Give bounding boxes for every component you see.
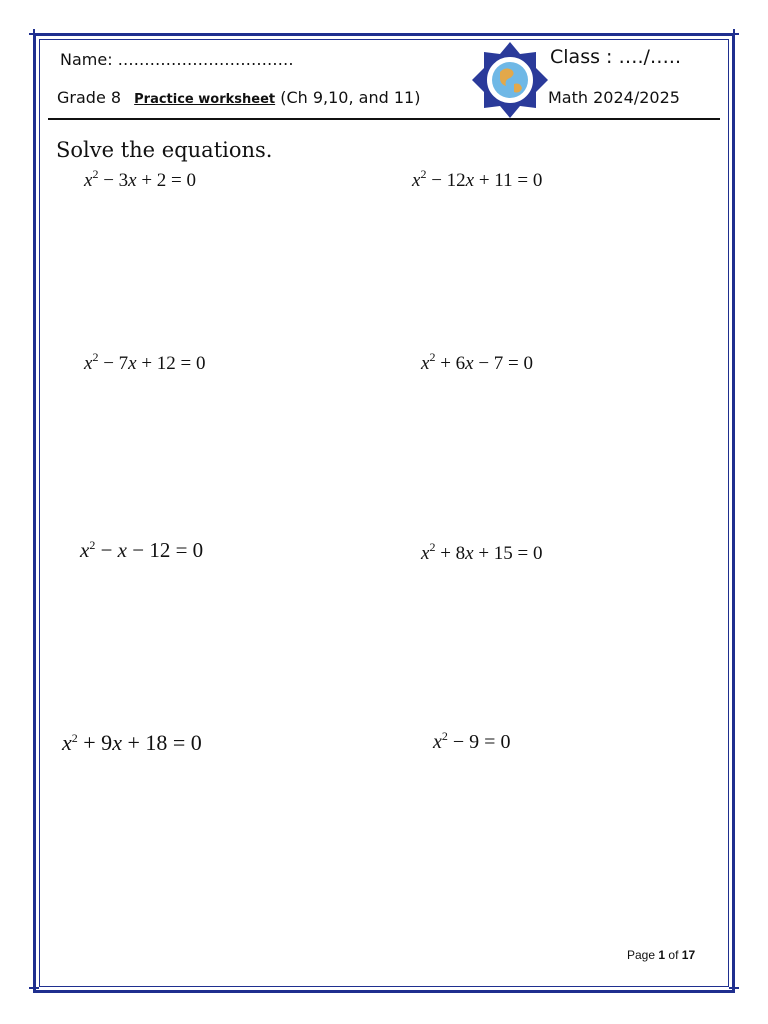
corner-ornament-icon <box>29 983 39 993</box>
equation-7: $x^2 + 9x + 18 = 0$ <box>62 730 202 755</box>
equation-4: $x^2 + 6x - 7 = 0$ <box>421 350 534 374</box>
chapters-label: (Ch 9,10, and 11) <box>280 88 421 107</box>
worksheet-title: Practice worksheet <box>134 92 276 107</box>
grade-label: Grade 8 <box>57 88 122 107</box>
equation-5: $x^2 - x - 12 = 0$ <box>80 538 204 562</box>
name-field-label: Name: …………………………… <box>60 50 294 69</box>
class-field-label: Class : …./….. <box>550 46 681 68</box>
page-number: Page 1 of 17 <box>627 948 696 962</box>
subject-year-label: Math 2024/2025 <box>548 88 680 107</box>
equation-1: $x^2 - 3x + 2 = 0$ <box>84 167 197 191</box>
equation-8: $x^2 - 9 = 0$ <box>433 729 511 753</box>
equation-2: $x^2 - 12x + 11 = 0$ <box>412 167 543 191</box>
grade-line <box>57 88 420 107</box>
header-divider <box>48 118 720 120</box>
instructions-heading: Solve the equations. <box>56 138 273 162</box>
equation-6: $x^2 + 8x + 15 = 0$ <box>421 540 543 564</box>
corner-ornament-icon <box>729 29 739 39</box>
school-globe-seal-icon <box>470 40 550 120</box>
corner-ornament-icon <box>29 29 39 39</box>
corner-ornament-icon <box>729 983 739 993</box>
equation-3: $x^2 - 7x + 12 = 0$ <box>84 350 206 374</box>
